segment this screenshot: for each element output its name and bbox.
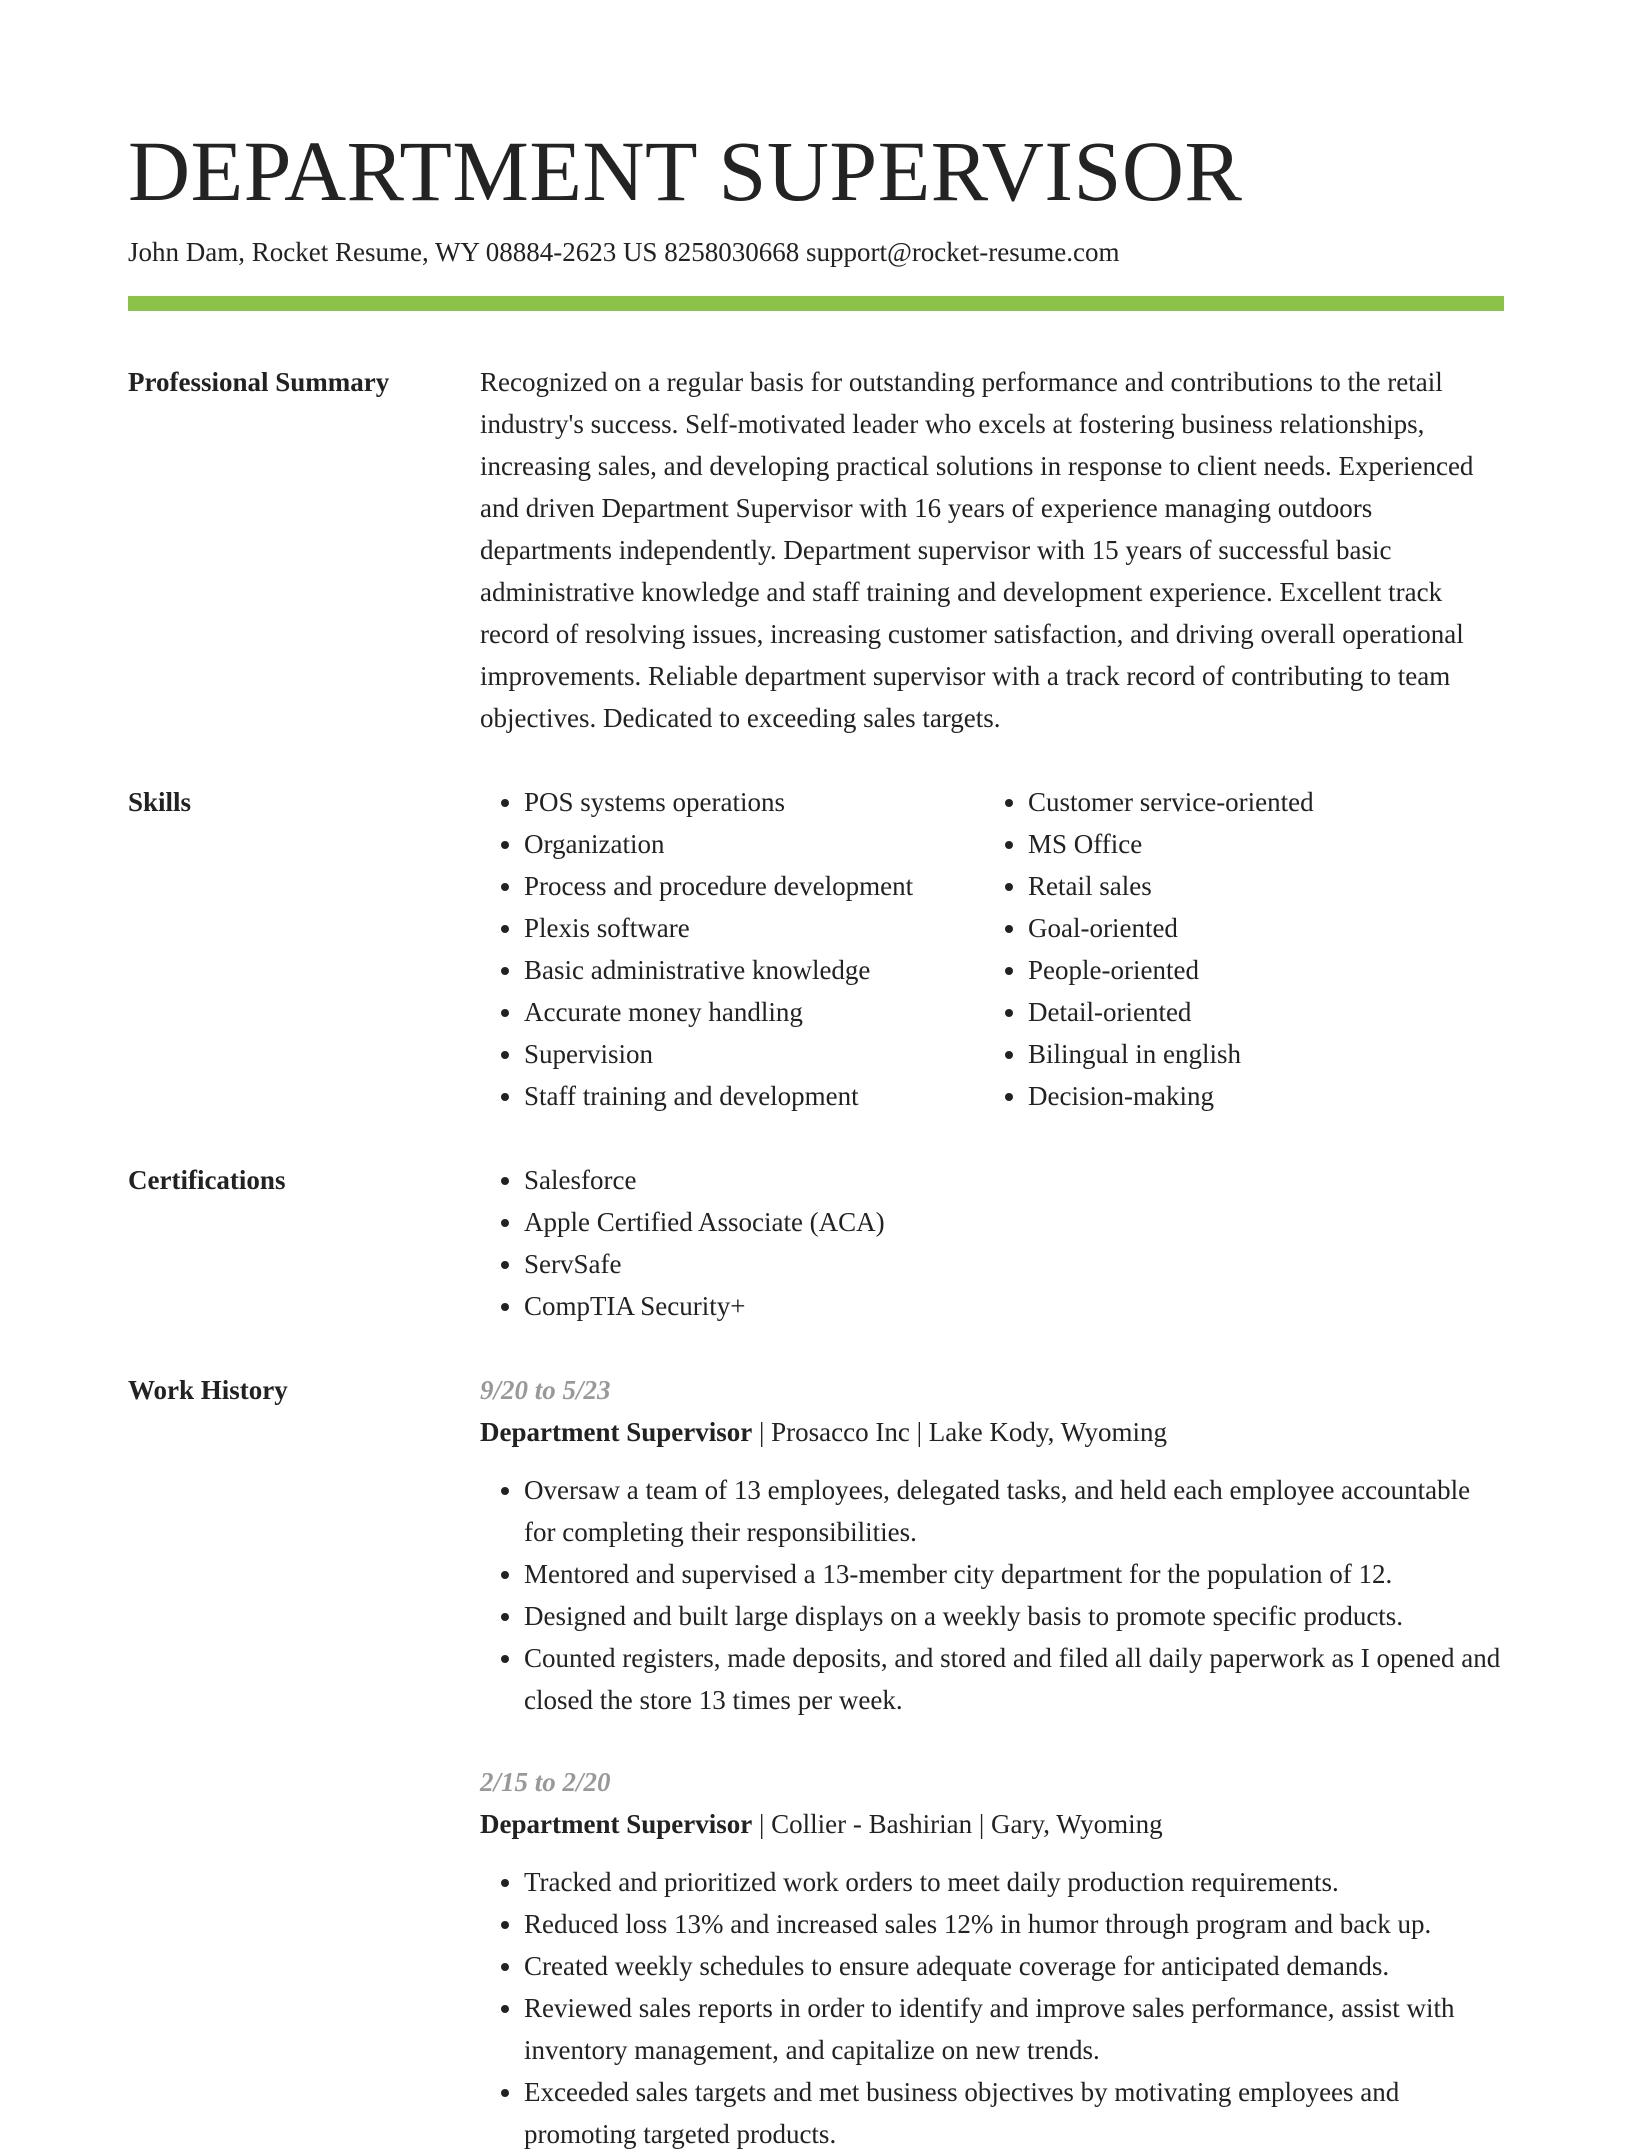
skill-item: • Detail-oriented [1028, 991, 1532, 1033]
job-bullet: • Created weekly schedules to ensure adequate coverage for anticipated demands. [524, 1945, 1504, 1987]
certifications-section [128, 1159, 1504, 1327]
job-bullet: • Counted registers, made deposits, and stored and filed all daily paperwork as I opened and closed the store 13 times per week. [524, 1637, 1504, 1721]
skills-list-left [480, 781, 984, 1117]
job-bullet: • Tracked and prioritized work orders to meet daily production requirements. [524, 1861, 1504, 1903]
job-bullet: • Reviewed sales reports in order to identify and improve sales performance, assist with inventory management, and capitalize on new trends. [524, 1987, 1504, 2071]
job-title: Department Supervisor [480, 1809, 753, 1839]
work-history-section [128, 1369, 1504, 2155]
job-dates: 2/15 to 2/20 [480, 1767, 611, 1797]
job-heading [480, 1411, 1504, 1453]
skill-item: • Bilingual in english [1028, 1033, 1532, 1075]
skill-item: • Goal-oriented [1028, 907, 1532, 949]
job-bullet: • Oversaw a team of 13 employees, delegated tasks, and held each employee accountable for completing their responsibilities. [524, 1469, 1504, 1553]
job-dates: 9/20 to 5/23 [480, 1375, 611, 1405]
job-employer-location: | Prosacco Inc | Lake Kody, Wyoming [752, 1417, 1168, 1447]
summary-section [128, 361, 1504, 739]
skill-item: • Retail sales [1028, 865, 1532, 907]
skill-item: • Staff training and development [524, 1075, 984, 1117]
summary-text: Recognized on a regular basis for outstanding performance and contributions to the retail industry's success. Self-motivated leader who excels at fostering business relationships, increasing sales, and developing practical solutions in response to client needs. Experienced and driven Department Supervisor with 16 years of experience managing outdoors departments independently. Department supervisor with 15 years of successful basic administrative knowledge and staff training and development experience. Excellent track record of resolving issues, increasing customer satisfaction, and driving overall operational improvements. Reliable department supervisor with a track record of contributing to team objectives. Dedicated to exceeding sales targets. [480, 367, 1474, 733]
skills-list-right [984, 781, 1532, 1117]
job-bullet: • Exceeded sales targets and met business objectives by motivating employees and promoting targeted products. [524, 2071, 1504, 2155]
skills-heading: Skills [128, 787, 192, 817]
skill-item: • Supervision [524, 1033, 984, 1075]
job-employer-location: | Collier - Bashirian | Gary, Wyoming [752, 1809, 1163, 1839]
skill-item: • People-oriented [1028, 949, 1532, 991]
accent-divider [128, 296, 1504, 311]
skill-item: • Process and procedure development [524, 865, 984, 907]
skill-item: • MS Office [1028, 823, 1532, 865]
job-entry [480, 1369, 1504, 1721]
skills-section [128, 781, 1504, 1117]
job-bullets [480, 1861, 1504, 2155]
job-entry [480, 1761, 1504, 2155]
skill-item: • Plexis software [524, 907, 984, 949]
summary-heading: Professional Summary [128, 367, 390, 397]
resume-page [128, 118, 1504, 2155]
certifications-heading: Certifications [128, 1165, 286, 1195]
job-bullet: • Reduced loss 13% and increased sales 12% in humor through program and back up. [524, 1903, 1504, 1945]
certification-item: • CompTIA Security+ [524, 1285, 1504, 1327]
certification-item: • ServSafe [524, 1243, 1504, 1285]
certification-item: • Apple Certified Associate (ACA) [524, 1201, 1504, 1243]
contact-line: John Dam, Rocket Resume, WY 08884-2623 US 8258030668 support@rocket-resume.com [128, 237, 1120, 267]
resume-title: DEPARTMENT SUPERVISOR [128, 123, 1243, 219]
skill-item: • Customer service-oriented [1028, 781, 1532, 823]
job-bullet: • Mentored and supervised a 13-member city department for the population of 12. [524, 1553, 1504, 1595]
skill-item: • Accurate money handling [524, 991, 984, 1033]
skill-item: • Decision-making [1028, 1075, 1532, 1117]
skill-item: • Basic administrative knowledge [524, 949, 984, 991]
certifications-list [480, 1159, 1504, 1327]
job-title: Department Supervisor [480, 1417, 753, 1447]
skill-item: • Organization [524, 823, 984, 865]
job-bullet: • Designed and built large displays on a weekly basis to promote specific products. [524, 1595, 1504, 1637]
skill-item: • POS systems operations [524, 781, 984, 823]
work-history-heading: Work History [128, 1375, 288, 1405]
job-bullets [480, 1469, 1504, 1721]
job-heading [480, 1803, 1504, 1845]
certification-item: • Salesforce [524, 1159, 1504, 1201]
